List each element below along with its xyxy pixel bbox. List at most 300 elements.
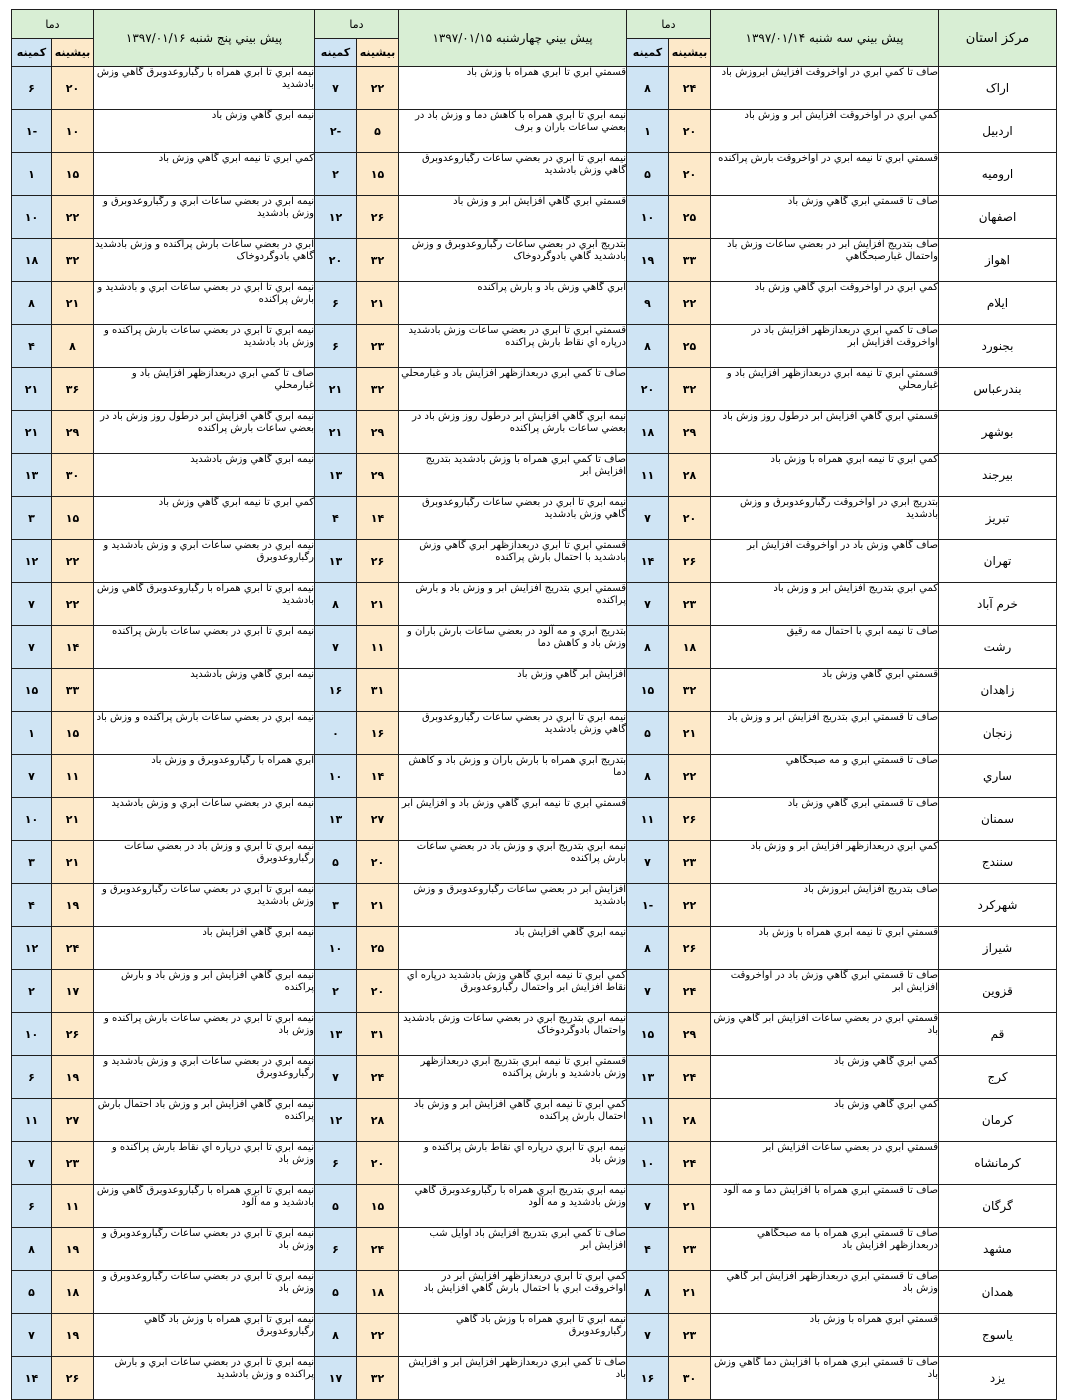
forecast-d2-max-temp: ۱۵: [357, 1185, 399, 1228]
table-row: [12, 110, 1057, 153]
forecast-d3-min-temp: ۴: [12, 325, 52, 368]
forecast-d2-max-temp: ۳۲: [357, 239, 399, 282]
forecast-d2-min-temp: ۲۱: [315, 411, 357, 454]
forecast-d3-max-temp: ۲۶: [52, 1357, 94, 1400]
forecast-d3-min-temp: ۷: [12, 626, 52, 669]
forecast-d2-min-temp: ۲: [315, 153, 357, 196]
forecast-d1-max-temp: ۲۵: [669, 196, 711, 239]
forecast-d2-min-temp: ۶: [315, 282, 357, 325]
forecast-d2-min-temp: ۱۲: [315, 1099, 357, 1142]
city-name: کرمان: [939, 1099, 1057, 1142]
forecast-d2-max-temp: ۲۶: [357, 196, 399, 239]
city-name: شهرکرد: [939, 884, 1057, 927]
forecast-d1-max-temp: ۲۸: [669, 1099, 711, 1142]
forecast-d3-min-temp: ۶: [12, 1056, 52, 1099]
city-name: يزد: [939, 1357, 1057, 1400]
forecast-d3-description: نيمه ابري گاهي افزايش ابر درطول روز وزش باد در بعضي ساعات بارش پراکنده: [94, 411, 315, 454]
city-name: قم: [939, 1013, 1057, 1056]
forecast-d2-min-temp: ۲۱: [315, 368, 357, 411]
forecast-d2-min-temp: ۸: [315, 583, 357, 626]
city-name: گرگان: [939, 1185, 1057, 1228]
forecast-d1-description: کمي ابري بتدريج افزايش ابر و وزش باد: [711, 583, 939, 626]
forecast-d2-min-temp: ۱۰: [315, 927, 357, 970]
forecast-d1-min-temp: ۸: [627, 1271, 669, 1314]
forecast-d2-description: صاف تا کمي ابري دربعدازظهر افزايش باد و غبارمحلي: [399, 368, 627, 411]
forecast-d1-description: بتدريج ابري در اواخروقت رگباروعدوبرق و وزش بادشديد: [711, 497, 939, 540]
forecast-d1-min-temp: ۱: [627, 110, 669, 153]
forecast-d3-description: نيمه ابري تا ابري در بعضي ساعات ابري و بارش پراکنده و وزش بادشديد: [94, 1357, 315, 1400]
forecast-d1-max-temp: ۲۸: [669, 454, 711, 497]
forecast-d2-max-temp: ۲۱: [357, 884, 399, 927]
forecast-d2-description: نيمه ابري بتدريج ابري در بعضي ساعات وزش بادشديد واحتمال بادوگردوخاک: [399, 1013, 627, 1056]
forecast-d2-min-temp: ۸: [315, 1314, 357, 1357]
forecast-d1-description: صاف تا قسمتي ابري همراه با افزايش دما و مه آلود: [711, 1185, 939, 1228]
forecast-d3-min-temp: ۱: [12, 153, 52, 196]
city-name: اصفهان: [939, 196, 1057, 239]
forecast-d2-min-temp: ۵: [315, 1271, 357, 1314]
forecast-d3-description: نيمه ابري گاهي افزايش باد: [94, 927, 315, 970]
forecast-d1-max-temp: ۲۳: [669, 841, 711, 884]
forecast-d3-min-temp: ۷: [12, 1142, 52, 1185]
forecast-d2-min-temp: ۱۳: [315, 1013, 357, 1056]
header-temp-day2: دما: [315, 10, 399, 39]
forecast-d2-max-temp: ۲۴: [357, 1056, 399, 1099]
forecast-d1-min-temp: ۹: [627, 282, 669, 325]
city-name: اردبيل: [939, 110, 1057, 153]
forecast-d2-min-temp: ۵: [315, 841, 357, 884]
forecast-d1-min-temp: ۷: [627, 583, 669, 626]
forecast-d2-description: قسمتي ابري تا ابري در بعضي ساعات وزش بادشديد درپاره اي نقاط بارش پراکنده: [399, 325, 627, 368]
forecast-d1-min-temp: ۱۱: [627, 798, 669, 841]
forecast-d2-max-temp: ۱۸: [357, 1271, 399, 1314]
forecast-d2-max-temp: ۳۱: [357, 669, 399, 712]
forecast-d3-description: نيمه ابري تا ابري همراه با رگباروعدوبرق گاهي وزش بادشديد: [94, 67, 315, 110]
forecast-d2-description: نيمه ابري گاهي افزايش باد: [399, 927, 627, 970]
table-row: [12, 1271, 1057, 1314]
forecast-d2-max-temp: ۲۱: [357, 282, 399, 325]
forecast-d3-max-temp: ۲۹: [52, 411, 94, 454]
forecast-d1-description: کمي ابري گاهي وزش باد: [711, 1099, 939, 1142]
forecast-d3-max-temp: ۱۵: [52, 153, 94, 196]
forecast-d3-min-temp: ۶: [12, 1185, 52, 1228]
header-min-day3: کمينه: [12, 39, 52, 67]
city-name: زنجان: [939, 712, 1057, 755]
forecast-d3-description: نيمه ابري تا ابري در بعضي ساعات رگباروعدوبرق و وزش باد: [94, 1271, 315, 1314]
forecast-d2-max-temp: ۲۳: [357, 325, 399, 368]
city-name: ياسوج: [939, 1314, 1057, 1357]
forecast-d1-max-temp: ۲۰: [669, 110, 711, 153]
forecast-d1-description: کمي ابري گاهي وزش باد: [711, 1056, 939, 1099]
forecast-d3-description: نيمه ابري در بعضي ساعات ابري و وزش بادشديد و رگباروعدوبرق: [94, 1056, 315, 1099]
forecast-d2-max-temp: ۱۴: [357, 755, 399, 798]
forecast-d2-min-temp: -۲: [315, 110, 357, 153]
forecast-d3-max-temp: ۲۱: [52, 798, 94, 841]
forecast-d1-min-temp: ۱۰: [627, 196, 669, 239]
forecast-d1-min-temp: ۱۱: [627, 1099, 669, 1142]
forecast-d1-description: قسمتي ابري تا نيمه ابري در اواخروقت بارش پراکنده: [711, 153, 939, 196]
forecast-d3-max-temp: ۱۰: [52, 110, 94, 153]
forecast-d2-min-temp: ۱۳: [315, 540, 357, 583]
forecast-d3-max-temp: ۲۶: [52, 1013, 94, 1056]
forecast-rows: [12, 67, 1057, 1400]
forecast-d1-min-temp: ۸: [627, 67, 669, 110]
forecast-d1-description: صاف تا قسمتي ابري گاهي وزش باد: [711, 196, 939, 239]
forecast-d1-min-temp: ۱۳: [627, 1056, 669, 1099]
forecast-d2-max-temp: ۱۶: [357, 712, 399, 755]
forecast-d1-min-temp: ۵: [627, 153, 669, 196]
forecast-d3-description: نيمه ابري تا ابري همراه با رگباروعدوبرق گاهي وزش بادشديد: [94, 583, 315, 626]
forecast-d2-description: نيمه ابري تا ابري در بعضي ساعات رگباروعدوبرق گاهي وزش بادشديد: [399, 712, 627, 755]
forecast-d1-description: قسمتي ابري تا نيمه ابري دربعدازظهر افزايش باد و غبارمحلي: [711, 368, 939, 411]
forecast-d2-description: نيمه ابري گاهي افزايش ابر درطول روز وزش باد در بعضي ساعات بارش پراکنده: [399, 411, 627, 454]
forecast-d3-max-temp: ۱۵: [52, 497, 94, 540]
forecast-d1-max-temp: ۲۲: [669, 884, 711, 927]
forecast-d2-description: نيمه ابري تا ابري در بعضي ساعات رگباروعدوبرق گاهي وزش بادشديد: [399, 153, 627, 196]
forecast-d1-description: کمي ابري در اواخروقت ابري گاهي وزش باد: [711, 282, 939, 325]
table-row: [12, 712, 1057, 755]
forecast-d1-min-temp: ۱۸: [627, 411, 669, 454]
forecast-d1-max-temp: ۲۱: [669, 712, 711, 755]
forecast-d3-description: نيمه ابري گاهي وزش بادشديد: [94, 454, 315, 497]
forecast-d1-min-temp: ۵: [627, 712, 669, 755]
forecast-d3-max-temp: ۲۲: [52, 540, 94, 583]
forecast-d3-max-temp: ۱۱: [52, 1185, 94, 1228]
city-name: تبريز: [939, 497, 1057, 540]
forecast-d3-min-temp: ۷: [12, 755, 52, 798]
forecast-d1-max-temp: ۲۰: [669, 153, 711, 196]
forecast-d1-max-temp: ۲۶: [669, 927, 711, 970]
forecast-d3-description: نيمه ابري تا ابري درپاره اي نقاط بارش پراکنده و وزش باد: [94, 1142, 315, 1185]
forecast-d2-max-temp: ۲۷: [357, 798, 399, 841]
forecast-d1-min-temp: ۷: [627, 1185, 669, 1228]
forecast-d1-min-temp: ۸: [627, 325, 669, 368]
forecast-d1-description: کمي ابري در اواخروقت افزايش ابر و وزش باد: [711, 110, 939, 153]
city-name: بندرعباس: [939, 368, 1057, 411]
forecast-d1-min-temp: ۸: [627, 626, 669, 669]
forecast-d1-description: صاف تا کمي ابري در اواخروقت افزايش ابروزش باد: [711, 67, 939, 110]
forecast-d2-max-temp: ۳۱: [357, 1013, 399, 1056]
forecast-d1-description: صاف تا قسمتي ابري همراه با مه صبحگاهي دربعدازظهر افزايش باد: [711, 1228, 939, 1271]
city-name: اروميه: [939, 153, 1057, 196]
city-name: اراک: [939, 67, 1057, 110]
table-row: [12, 1228, 1057, 1271]
forecast-d3-max-temp: ۱۹: [52, 1314, 94, 1357]
table-row: [12, 67, 1057, 110]
forecast-d2-min-temp: ۱۷: [315, 1357, 357, 1400]
forecast-d1-max-temp: ۲۱: [669, 1185, 711, 1228]
city-name: شيراز: [939, 927, 1057, 970]
forecast-d3-max-temp: ۱۴: [52, 626, 94, 669]
forecast-d3-description: نيمه ابري تا ابري در بعضي ساعات رگباروعدوبرق و وزش بادشديد: [94, 884, 315, 927]
table-row: [12, 970, 1057, 1013]
forecast-d2-description: بتدريج ابري و مه آلود در بعضي ساعات بارش باران و وزش باد و کاهش دما: [399, 626, 627, 669]
city-name: ساري: [939, 755, 1057, 798]
forecast-d2-description: قسمتي ابري تا ابري دربعدازظهر ابري گاهي وزش بادشديد با احتمال بارش پراکنده: [399, 540, 627, 583]
forecast-d3-min-temp: ۶: [12, 67, 52, 110]
forecast-d2-max-temp: ۲۲: [357, 1314, 399, 1357]
forecast-d2-description: بتدريج ابري در بعضي ساعات رگباروعدوبرق و وزش بادشديد گاهي بادوگردوخاک: [399, 239, 627, 282]
forecast-d3-min-temp: ۱۰: [12, 1013, 52, 1056]
forecast-d3-description: کمي ابري تا نيمه ابري گاهي وزش باد: [94, 153, 315, 196]
forecast-d2-max-temp: ۳۲: [357, 1357, 399, 1400]
forecast-d2-min-temp: ۱۰: [315, 755, 357, 798]
table-row: [12, 927, 1057, 970]
forecast-d3-min-temp: ۲۱: [12, 368, 52, 411]
forecast-d2-description: کمي ابري تا نيمه ابري گاهي وزش بادشديد درپاره اي نقاط افزايش ابر واحتمال رگباروعدوبرق: [399, 970, 627, 1013]
table-row: [12, 1142, 1057, 1185]
forecast-d3-description: نيمه ابري در بعضي ساعات بارش پراکنده و وزش باد: [94, 712, 315, 755]
forecast-d2-description: قسمتي ابري تا نيمه ابري بتدريج ابري دربعدازظهر وزش بادشديد و بارش پراکنده: [399, 1056, 627, 1099]
header-day1: پيش بيني سه شنبه ۱۳۹۷/۰۱/۱۴: [711, 10, 939, 67]
forecast-d3-max-temp: ۳۰: [52, 454, 94, 497]
forecast-d3-description: نيمه ابري در بعضي ساعات ابري و وزش بادشديد: [94, 798, 315, 841]
forecast-d3-min-temp: ۷: [12, 583, 52, 626]
forecast-d3-min-temp: ۷: [12, 1314, 52, 1357]
forecast-d2-max-temp: ۲۸: [357, 1099, 399, 1142]
city-name: مشهد: [939, 1228, 1057, 1271]
table-row: [12, 1185, 1057, 1228]
forecast-d2-min-temp: ۷: [315, 626, 357, 669]
city-name: کرمانشاه: [939, 1142, 1057, 1185]
forecast-d3-min-temp: ۱۰: [12, 798, 52, 841]
forecast-d2-min-temp: ۲: [315, 970, 357, 1013]
forecast-d1-max-temp: ۲۳: [669, 1228, 711, 1271]
forecast-d2-max-temp: ۲۶: [357, 540, 399, 583]
forecast-d1-max-temp: ۳۰: [669, 1357, 711, 1400]
forecast-d3-description: نيمه ابري تا ابري در بعضي ساعات رگباروعدوبرق و وزش باد: [94, 1228, 315, 1271]
forecast-d1-min-temp: ۱۵: [627, 1013, 669, 1056]
forecast-d3-min-temp: ۵: [12, 1271, 52, 1314]
header-temp-day3: دما: [12, 10, 94, 39]
forecast-d1-description: صاف گاهي وزش باد در اواخروقت افزايش ابر: [711, 540, 939, 583]
table-row: [12, 325, 1057, 368]
forecast-d2-description: صاف تا کمي ابري بتدريج افزايش باد اوايل شب افزايش ابر: [399, 1228, 627, 1271]
forecast-d1-min-temp: ۸: [627, 755, 669, 798]
header-day3: پيش بيني پنج شنبه ۱۳۹۷/۰۱/۱۶: [94, 10, 315, 67]
city-name: بجنورد: [939, 325, 1057, 368]
city-name: رشت: [939, 626, 1057, 669]
forecast-d2-max-temp: ۲۴: [357, 1228, 399, 1271]
forecast-d3-max-temp: ۱۹: [52, 884, 94, 927]
forecast-d3-description: ابري همراه با رگباروعدوبرق و وزش باد: [94, 755, 315, 798]
forecast-d3-max-temp: ۳۶: [52, 368, 94, 411]
forecast-d2-description: افزايش ابر گاهي وزش باد: [399, 669, 627, 712]
forecast-d1-max-temp: ۲۳: [669, 583, 711, 626]
forecast-d1-description: صاف تا قسمتي ابري همراه با افزايش دما گاهي وزش باد: [711, 1357, 939, 1400]
forecast-table: [11, 9, 1057, 1400]
forecast-d1-max-temp: ۲۴: [669, 970, 711, 1013]
table-row: [12, 497, 1057, 540]
forecast-d3-min-temp: ۱۳: [12, 454, 52, 497]
forecast-d1-description: قسمتي ابري تا نيمه ابري همراه با وزش باد: [711, 927, 939, 970]
forecast-d1-max-temp: ۲۳: [669, 1314, 711, 1357]
forecast-d1-max-temp: ۲۲: [669, 282, 711, 325]
forecast-d1-description: قسمتي ابري همراه با وزش باد: [711, 1314, 939, 1357]
forecast-d1-min-temp: ۷: [627, 497, 669, 540]
forecast-d2-max-temp: ۲۵: [357, 927, 399, 970]
header-max-day1: بيشينه: [669, 39, 711, 67]
forecast-d1-max-temp: ۲۴: [669, 1142, 711, 1185]
forecast-d2-description: کمي ابري تا ابري دربعدازظهر افزايش ابر در اواخروقت ابري با احتمال بارش گاهي افزايش باد: [399, 1271, 627, 1314]
table-row: [12, 1099, 1057, 1142]
forecast-d3-max-temp: ۲۲: [52, 196, 94, 239]
forecast-d2-description: قسمتي ابري تا نيمه ابري گاهي وزش باد و افزايش ابر: [399, 798, 627, 841]
forecast-d2-min-temp: ۷: [315, 67, 357, 110]
city-name: خرم آباد: [939, 583, 1057, 626]
forecast-d1-min-temp: ۱۶: [627, 1357, 669, 1400]
city-name: سمنان: [939, 798, 1057, 841]
table-row: [12, 1357, 1057, 1400]
city-name: تهران: [939, 540, 1057, 583]
forecast-d3-description: نيمه ابري تا ابري در بعضي ساعات بارش پراکنده و وزش باد: [94, 1013, 315, 1056]
forecast-d1-min-temp: ۱۹: [627, 239, 669, 282]
forecast-d3-min-temp: ۱۴: [12, 1357, 52, 1400]
table-row: [12, 1314, 1057, 1357]
forecast-d3-max-temp: ۱۷: [52, 970, 94, 1013]
forecast-d1-min-temp: ۴: [627, 1228, 669, 1271]
forecast-d3-description: نيمه ابري در بعضي ساعات ابري و رگباروعدوبرق و وزش بادشديد: [94, 196, 315, 239]
forecast-d2-description: نيمه ابري تا ابري همراه با وزش باد گاهي رگباروعدوبرق: [399, 1314, 627, 1357]
forecast-d2-max-temp: ۲۹: [357, 411, 399, 454]
table-row: [12, 669, 1057, 712]
forecast-d1-description: قسمتي ابري گاهي افزايش ابر درطول روز وزش باد: [711, 411, 939, 454]
forecast-d2-description: قسمتي ابري بتدريج افزايش ابر و وزش باد و بارش پراکنده: [399, 583, 627, 626]
forecast-d3-min-temp: ۱۲: [12, 927, 52, 970]
forecast-d2-description: نيمه ابري بتدريج ابري و وزش باد در بعضي ساعات بارش پراکنده: [399, 841, 627, 884]
forecast-d1-description: قسمتي ابري در بعضي ساعات افزايش ابر گاهي وزش باد: [711, 1013, 939, 1056]
city-name: ايلام: [939, 282, 1057, 325]
forecast-d3-min-temp: ۱۱: [12, 1099, 52, 1142]
table-row: [12, 411, 1057, 454]
header-day2: پيش بيني چهارشنبه ۱۳۹۷/۰۱/۱۵: [399, 10, 627, 67]
forecast-d1-description: صاف تا نيمه ابري با احتمال مه رقيق: [711, 626, 939, 669]
header-max-day2: بيشينه: [357, 39, 399, 67]
table-row: [12, 583, 1057, 626]
forecast-d1-min-temp: ۱۱: [627, 454, 669, 497]
forecast-d2-max-temp: ۲۲: [357, 67, 399, 110]
forecast-d2-min-temp: ۴: [315, 497, 357, 540]
forecast-d1-description: صاف تا قسمتي ابري دربعدازظهر افزايش ابر گاهي وزش باد: [711, 1271, 939, 1314]
forecast-d3-description: نيمه ابري گاهي وزش بادشديد: [94, 669, 315, 712]
forecast-d2-max-temp: ۱۵: [357, 153, 399, 196]
forecast-d3-description: نيمه ابري در بعضي ساعات ابري و وزش بادشديد و رگباروعدوبرق: [94, 540, 315, 583]
forecast-d3-description: کمي ابري تا نيمه ابري گاهي وزش باد: [94, 497, 315, 540]
forecast-d1-min-temp: ۱۴: [627, 540, 669, 583]
forecast-d3-min-temp: -۱: [12, 110, 52, 153]
forecast-d2-description: نيمه ابري تا ابري در بعضي ساعات رگباروعدوبرق گاهي وزش بادشديد: [399, 497, 627, 540]
city-name: بوشهر: [939, 411, 1057, 454]
forecast-d1-description: صاف بتدريج افزايش ابروزش باد: [711, 884, 939, 927]
forecast-d2-min-temp: ۲۰: [315, 239, 357, 282]
table-row: [12, 755, 1057, 798]
forecast-d3-min-temp: ۴: [12, 884, 52, 927]
forecast-d2-min-temp: ۶: [315, 1142, 357, 1185]
forecast-d1-min-temp: ۷: [627, 970, 669, 1013]
forecast-d1-description: صاف تا قسمتي ابري بتدريج افزايش ابر و وزش باد: [711, 712, 939, 755]
forecast-d3-max-temp: ۲۱: [52, 282, 94, 325]
forecast-d1-max-temp: ۲۵: [669, 325, 711, 368]
forecast-d1-description: قسمتي ابري در بعضي ساعات افزايش ابر: [711, 1142, 939, 1185]
forecast-d1-max-temp: ۲۶: [669, 798, 711, 841]
forecast-d1-description: کمي ابري دربعدازظهر افزايش ابر و وزش باد: [711, 841, 939, 884]
header-city: مرکز استان: [939, 10, 1057, 67]
forecast-d1-max-temp: ۳۲: [669, 669, 711, 712]
forecast-d3-min-temp: ۱۰: [12, 196, 52, 239]
forecast-d1-max-temp: ۲۰: [669, 497, 711, 540]
forecast-d3-description: صاف تا کمي ابري دربعدازظهر افزايش باد و غبارمحلي: [94, 368, 315, 411]
forecast-d1-min-temp: ۷: [627, 841, 669, 884]
forecast-d1-max-temp: ۱۸: [669, 626, 711, 669]
forecast-d2-min-temp: ۶: [315, 325, 357, 368]
forecast-d2-min-temp: ۳: [315, 884, 357, 927]
forecast-d3-max-temp: ۱۹: [52, 1228, 94, 1271]
forecast-d2-description: قسمتي ابري گاهي افزايش ابر و وزش باد: [399, 196, 627, 239]
forecast-d1-min-temp: ۷: [627, 1314, 669, 1357]
forecast-d3-max-temp: ۲۷: [52, 1099, 94, 1142]
forecast-d2-description: صاف تا کمي ابري دربعدازظهر افزايش ابر و افزايش باد: [399, 1357, 627, 1400]
table-row: [12, 798, 1057, 841]
forecast-d1-description: صاف تا قسمتي ابري گاهي وزش باد در اواخروقت افزايش ابر: [711, 970, 939, 1013]
city-name: قزوين: [939, 970, 1057, 1013]
forecast-d3-description: نيمه ابري تا ابري و وزش باد در بعضي ساعات رگباروعدوبرق: [94, 841, 315, 884]
forecast-d3-max-temp: ۳۲: [52, 239, 94, 282]
table-row: [12, 1056, 1057, 1099]
table-row: [12, 239, 1057, 282]
forecast-d2-description: قسمتي ابري تا ابري همراه با وزش باد: [399, 67, 627, 110]
table-row: [12, 626, 1057, 669]
forecast-d1-min-temp: ۲۰: [627, 368, 669, 411]
table-row: [12, 153, 1057, 196]
header-max-day3: بيشينه: [52, 39, 94, 67]
forecast-d1-max-temp: ۲۱: [669, 1271, 711, 1314]
forecast-d3-description: نيمه ابري تا ابري در بعضي ساعات ابري و بادشديد و بارش پراکنده: [94, 282, 315, 325]
forecast-d3-min-temp: ۱۵: [12, 669, 52, 712]
forecast-d3-max-temp: ۲۲: [52, 583, 94, 626]
forecast-d2-min-temp: ۱۶: [315, 669, 357, 712]
table-row: [12, 454, 1057, 497]
forecast-d2-description: کمي ابري تا نيمه ابري گاهي افزايش ابر و وزش باد احتمال بارش پراکنده: [399, 1099, 627, 1142]
forecast-d2-description: افزايش ابر در بعضي ساعات رگباروعدوبرق و وزش بادشديد: [399, 884, 627, 927]
forecast-d1-max-temp: ۲۲: [669, 755, 711, 798]
city-name: زاهدان: [939, 669, 1057, 712]
forecast-d3-description: نيمه ابري تا ابري در بعضي ساعات بارش پراکنده و وزش باد بادشديد: [94, 325, 315, 368]
forecast-d3-description: ابري در بعضي ساعات بارش پراکنده و وزش بادشديد گاهي بادوگردوخاک: [94, 239, 315, 282]
forecast-d2-max-temp: ۲۰: [357, 1142, 399, 1185]
forecast-d2-max-temp: ۲۹: [357, 454, 399, 497]
header-temp-day1: دما: [627, 10, 711, 39]
city-name: بيرجند: [939, 454, 1057, 497]
forecast-d3-max-temp: ۱۵: [52, 712, 94, 755]
forecast-d3-min-temp: ۱۲: [12, 540, 52, 583]
forecast-d3-max-temp: ۲۱: [52, 841, 94, 884]
forecast-d2-max-temp: ۲۰: [357, 841, 399, 884]
forecast-d3-min-temp: ۲: [12, 970, 52, 1013]
header-min-day2: کمينه: [315, 39, 357, 67]
forecast-d2-description: بتدريج ابري همراه با بارش باران و وزش باد و کاهش دما: [399, 755, 627, 798]
forecast-d3-min-temp: ۸: [12, 282, 52, 325]
header-min-day1: کمينه: [627, 39, 669, 67]
forecast-d1-description: صاف تا کمي ابري دربعدازظهر افزايش باد در اواخروقت افزايش ابر: [711, 325, 939, 368]
forecast-d3-max-temp: ۲۴: [52, 927, 94, 970]
forecast-d2-description: نيمه ابري تا ابري همراه با کاهش دما و وزش باد در بعضي ساعات باران و برف: [399, 110, 627, 153]
table-row: [12, 540, 1057, 583]
forecast-d3-description: نيمه ابري گاهي وزش باد: [94, 110, 315, 153]
forecast-d1-description: صاف تا قسمتي ابري و مه صبحگاهي: [711, 755, 939, 798]
forecast-d2-min-temp: ۱۳: [315, 798, 357, 841]
city-name: کرج: [939, 1056, 1057, 1099]
forecast-d1-max-temp: ۳۳: [669, 239, 711, 282]
table-row: [12, 196, 1057, 239]
